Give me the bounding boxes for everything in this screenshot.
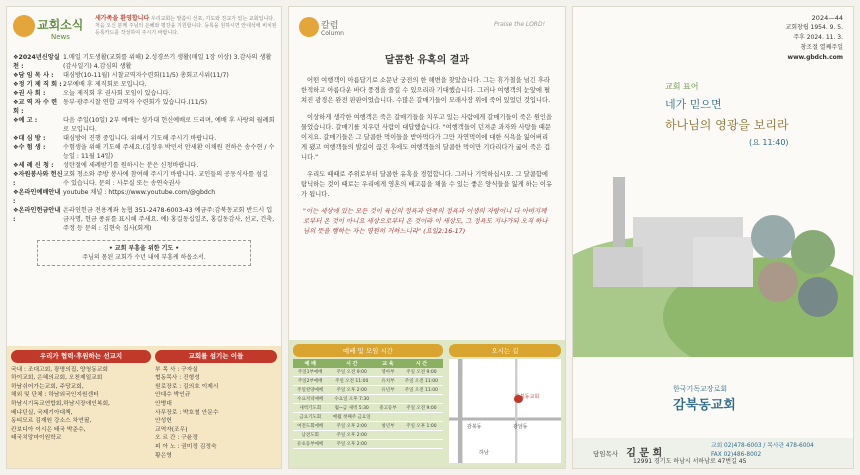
schedule-table xyxy=(293,359,443,449)
church-url[interactable]: www.gbdch.com xyxy=(787,54,843,61)
mission-item: 국내 : 조대고회, 광명의집, 양청동교회 xyxy=(11,366,109,373)
column-header xyxy=(289,7,565,47)
serve-item: 부 목 사 : 구자실 xyxy=(155,366,198,373)
map-roads xyxy=(449,359,561,463)
serve-item: 안대수 박인규 xyxy=(155,392,191,399)
notice-item: ❖세 례 신 청 : 성탄절에 세례받기를 원하시는 분은 신청바랍니다. xyxy=(13,162,199,169)
notice-item: ❖대 심 방 : 대심방이 진행 중입니다. 위해서 기도해 주시기 바랍니다. xyxy=(13,135,217,142)
mission-item: 베냐딘실, 국제기아대책, xyxy=(11,409,73,416)
notice-item: ❖온라인예배안내 : youtube 채널 : https://www.youtube.com/@gbdch xyxy=(13,189,216,205)
notice-item: ❖온라인헌금안내 : 온라인헌금 전용계좌 농협 351-2478-6003-43 예금주:감북동교회 반드시 입금자명, 헌금 종류를 표시해 주세요. 예) 홍길동십일조, 홍길동감사, 선교, 건축, 주정 등 문의 : 김현숙 집사(회계) xyxy=(13,207,275,232)
map-label: 감북동 xyxy=(467,424,482,430)
table-row: 주일1부예배 주일 오전 9:00 영아부 주일 오전 9:00 xyxy=(293,368,443,377)
serve-title: 교회를 섬기는 이들 xyxy=(155,350,277,363)
photo-circle xyxy=(758,262,798,302)
contact-footer xyxy=(573,438,853,468)
map-label: 광암동 xyxy=(513,424,528,430)
bulletin-info xyxy=(785,13,843,63)
fax-number: FAX 02)486-8002 xyxy=(711,452,762,458)
scripture-quote: "이는 세상에 있는 모든 것이 육신의 정욕과 안목의 정욕과 이생의 자랑이니 다 아버지께로부터 온 것이 아니요 세상으로부터 온 것이라 이 세상도, 그 정욕도 지나가되 오직 하나님의 뜻을 행하는 자는 영원히 거하느니라" (요일2:16-17) xyxy=(303,207,548,236)
serve-item: 사무장로 : 박호철 안문수 xyxy=(155,409,219,416)
column-paragraph: 어떤 여행객이 아름답기로 소문난 궁전의 한 해변을 찾았습니다. 그는 휴가철을 넘긴 후라 한적하고 아름다운 바다 풍경을 즐길 수 있으리라 기대했습니다. 그러나 여행객의 눈앞에 펼쳐진 광경은 완전 판판이었습니다. 수많은 갈매기들이 모래사장 위에 죽어 있었던 것입니다. xyxy=(301,77,551,105)
motto-line-1: 네가 믿으면 xyxy=(665,98,722,111)
news-title: 교회소식 xyxy=(37,18,84,32)
notice-item: ❖자원봉사와 헌신 : 교회 청소와 주방 봉사에 참여해 주시기 바랍니다. 교인들의 공동식사를 섬길 수 있습니다. 문의 : 사무실 또는 송연숙권사 xyxy=(13,171,268,187)
column-paragraph: 우리도 때때로 주위로부터 달콤한 유혹을 경험합니다. 그러나 기억하십시오. 그 달콤함에 탐닉하는 것이 때로는 우리에게 영혼의 배고픔을 채울 수 있는 좋은 양식들을 잃게 하는 이유가 됩니다. xyxy=(301,170,553,199)
serve-column xyxy=(155,350,277,468)
table-row: 주일찬양예배 주일 오후 2:00 유년부 주일 오전 11:00 xyxy=(293,386,443,395)
praise-text: Praise the LORD! xyxy=(494,21,545,28)
pastor-label: 담임목사 xyxy=(593,450,619,458)
notice-item: ❖담 임 목 사 : 대심방(10-11월) 시찰교역자수련회(11/5) 총회고시위(11/7) xyxy=(13,72,229,79)
mission-item: 해외 및 단체 : 하남외국인지원센터 xyxy=(11,392,99,399)
notice-item: ❖수 험 생 : 수험생을 위해 기도해 주세요.(김장우 박민서 안세환 이채원 전하은 송수현 / 수능일 : 11월 14일) xyxy=(13,144,275,160)
church-founded: 교회창립 1954. 9. 5. xyxy=(785,24,843,31)
church-logo-icon xyxy=(13,15,35,37)
church-denomination: 한국기독교장로회 xyxy=(673,385,728,393)
schedule-header: 교 육 xyxy=(376,359,400,368)
notice-item: ❖교 역 자 수 련 회 : 동부·광주시찰 연합 교역자 수련회가 있습니다.(11/5) xyxy=(13,99,208,115)
mission-column xyxy=(11,350,151,468)
column-panel xyxy=(288,6,566,469)
news-header xyxy=(7,7,281,51)
pastor-name: 김 문 희 xyxy=(626,448,663,459)
motto-label: 교회 표어 xyxy=(665,82,699,91)
schedule-title: 예배 및 모임 시간 xyxy=(293,344,443,357)
column-label: 칼럼 xyxy=(321,21,339,31)
mission-item: 칸보디아 이시은 태국 박준수, xyxy=(11,426,86,433)
support-section xyxy=(7,346,281,468)
schedule-header: 시 간 xyxy=(400,359,443,368)
schedule-section xyxy=(289,340,565,468)
notice-item: ❖정 기 제 직 회 : 2부예배 후 제직회로 모입니다. xyxy=(13,81,147,88)
column-body xyxy=(289,76,565,200)
column-label-en: Column xyxy=(321,30,344,37)
table-row: 유초등부예배 주일 오후 2:00 xyxy=(293,440,443,449)
serve-item: 황은영 xyxy=(155,452,172,459)
serve-item: 피 아 노 : 권미정 김정숙 xyxy=(155,443,217,450)
photo-circle xyxy=(751,215,795,259)
motto-reference: (요 11:40) xyxy=(748,138,789,147)
mission-item: 태국치앙마이원학교 xyxy=(11,435,62,442)
serve-item: 오 르 간 : 구윤정 xyxy=(155,435,198,442)
cover-panel xyxy=(572,6,854,469)
prayer-box-text: 주님의 몸된 교회가 수년 내에 부흥케 하옵소서. xyxy=(82,254,206,261)
table-row: 여전도회예배 주일 오후 2:00 청년부 주일 오후 1:00 xyxy=(293,422,443,431)
mission-title: 우리가 협력·후원하는 선교지 xyxy=(11,350,151,363)
news-panel xyxy=(6,6,282,469)
schedule-block xyxy=(293,344,443,464)
serve-item: 원로장로 : 김의호 이제시 xyxy=(155,383,219,390)
column-title: 달콤한 유혹의 결과 xyxy=(384,55,470,66)
church-address: 12991 경기도 하남시 서하남로 47번길 45 xyxy=(633,458,747,465)
notice-item: ❖권 사 회 : 오늘 제직회 후 권사회 모임이 있습니다. xyxy=(13,90,171,97)
mission-item: 동티모르 김재원 강소스 차연필, xyxy=(11,418,92,425)
church-name: 감북동교회 xyxy=(673,398,736,413)
location-map xyxy=(449,359,561,463)
mission-item: 하이교회, 은혜의교회, 오천제일교회 xyxy=(11,375,103,382)
map-block xyxy=(449,344,561,464)
serve-item: 안성헌 xyxy=(155,418,172,425)
column-paragraph: 이상하게 생각한 여행객은 죽은 갈매기들을 치우고 있는 사람에게 갈매기들이 죽은 원인을 물었습니다. 갈매기를 치우던 사람이 대답했습니다. "여행객들이 던져준 과자와 사탕들 때문이지요. 갈매기들은 그 달콤한 먹이들을 받아먹다가 그만 자연먹이에 대한 식욕을 잃어버리게 됐고 여행객들의 발길이 끊긴 후에도 여행객들의 달콤한 먹이만 기다리다가 굶어 죽은 겁니다." xyxy=(301,113,553,162)
welcome-block xyxy=(95,15,279,37)
schedule-header: 예 배 xyxy=(293,359,327,368)
mission-item: 하남시기독교연합회,하남시장애인복회, xyxy=(11,400,110,407)
serve-item: 협동목사 : 진형성 xyxy=(155,375,200,382)
prayer-box xyxy=(37,240,251,266)
bulletin-date: 주후 2024. 11. 3. xyxy=(793,34,843,41)
prayer-box-title: • 교회 부흥을 위한 기도 • xyxy=(108,245,180,252)
church-name-block xyxy=(673,384,736,413)
news-subtitle: News xyxy=(51,33,70,41)
serve-item: 교역자(조우) xyxy=(155,426,188,433)
map-label-church: 감북동교회 xyxy=(515,394,540,400)
photo-circle xyxy=(791,230,835,274)
welcome-text: 우리교회는 말씀이 선포, 기도와 친교가 있는 교회입니다. 처음 오신 분께 주님의 은혜와 평강을 기원합니다. 등록을 원하시면 안내석에 비치된 등록카드를 작성하여 주시기 바랍니다. xyxy=(95,16,277,36)
notice-item: ❖예 고 : 다음 주일(10일) 2부 예배는 성가대 헌신예배로 드리며, 예배 후 사랑의 월례회로 모입니다. xyxy=(13,117,275,133)
table-row: 수요저녁예배 수요일 오후 7:30 xyxy=(293,395,443,404)
phone-number: 교회 02)478-6003 / 목사관 478-6004 xyxy=(711,443,814,449)
welcome-title: 새가족을 환영합니다 xyxy=(95,15,150,22)
mission-item: 하남쉬어가는교회, 주당교회, xyxy=(11,383,84,390)
column-logo-icon xyxy=(299,17,319,37)
table-row: 주일2부예배 주일 오전 11:00 유치부 주일 오전 11:00 xyxy=(293,377,443,386)
bulletin-number: 2024—44 xyxy=(811,14,843,22)
motto-line-2: 하나님의 영광을 보리라 xyxy=(665,118,789,132)
church-building-illustration xyxy=(573,157,853,357)
photo-circle xyxy=(798,277,838,317)
map-title: 오시는 길 xyxy=(449,344,561,357)
table-row: 남전도회 주일 오후 2:00 xyxy=(293,431,443,440)
table-row: 금요기도회 매월 첫째주 금요일 xyxy=(293,413,443,422)
notice-item: ❖2024년신앙실천 : 1.매일 기도생활(교회를 위해) 2.성경쓰기 생활(매일 1장 이상) 3.감사의 생활(감사일기) 4.감심의 생활 xyxy=(13,54,272,70)
liturgical-day: 창조절 열째주일 xyxy=(800,44,843,51)
serve-item: 안병대 xyxy=(155,400,172,407)
map-label: 하남 xyxy=(479,450,489,456)
schedule-header: 시 간 xyxy=(327,359,376,368)
notice-list xyxy=(7,51,281,235)
table-row: 새벽기도회 월~금 새벽 5:30 중고등부 주일 오전 9:00 xyxy=(293,404,443,413)
church-motto xyxy=(665,81,789,148)
